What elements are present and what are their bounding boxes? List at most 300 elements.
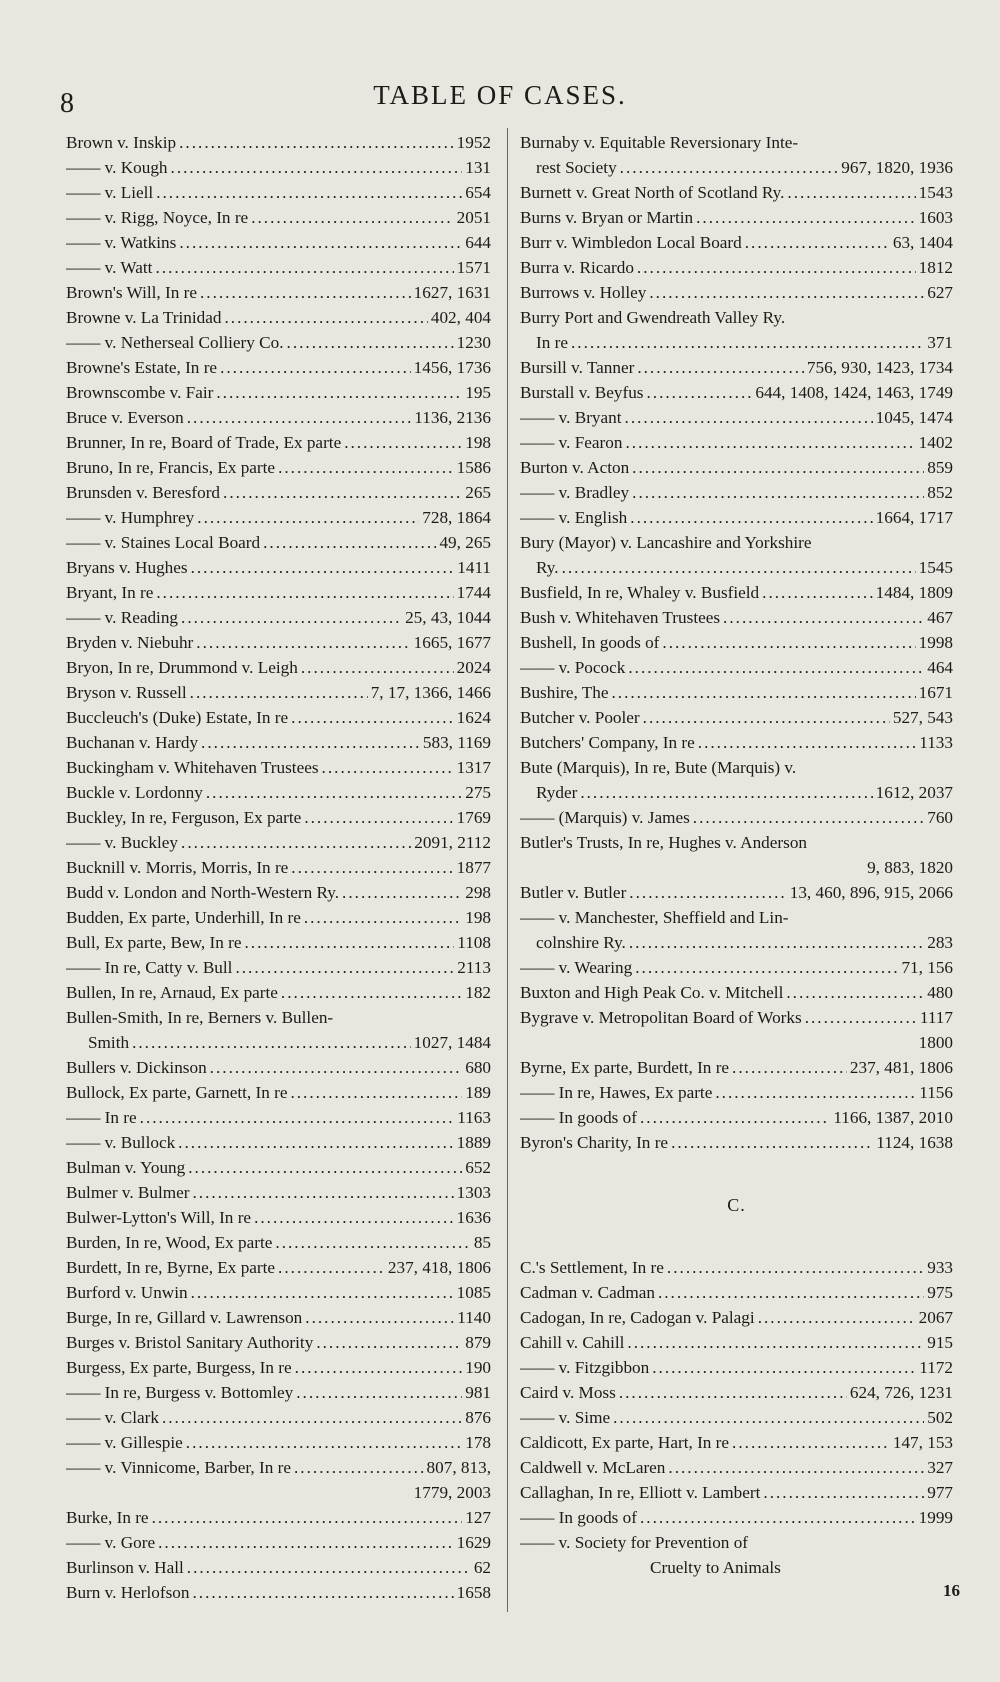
leader-dots (671, 1130, 873, 1155)
page-ref: 852 (927, 483, 953, 502)
case-entry (66, 1305, 491, 1330)
case-name: Bucknill v. Morris, Morris, In re (66, 858, 289, 877)
leader-dots (786, 980, 924, 1005)
case-entry (66, 1480, 491, 1505)
page-ref: 1456, 1736 (413, 358, 491, 377)
leader-dots (200, 280, 411, 305)
page-ref: 1156 (919, 1083, 953, 1102)
case-entry (66, 1005, 491, 1030)
page-ref: 1303 (456, 1183, 491, 1202)
case-name: —— v. Clark (66, 1408, 159, 1427)
case-entry (66, 305, 491, 330)
page-ref: 265 (465, 483, 491, 502)
page-ref: 1586 (456, 458, 491, 477)
case-entry (66, 1455, 491, 1480)
case-name: rest Society (536, 158, 617, 177)
case-entry (520, 1105, 953, 1130)
leader-dots (191, 555, 455, 580)
case-entry (520, 330, 953, 355)
case-entry (520, 430, 953, 455)
case-entry (66, 230, 491, 255)
case-entry (520, 855, 953, 880)
case-name: —— v. Watt (66, 258, 153, 277)
case-name: Budden, Ex parte, Underhill, In re (66, 908, 301, 927)
case-name: —— v. Fitzgibbon (520, 1358, 650, 1377)
case-entry (66, 355, 491, 380)
case-entry (520, 1130, 953, 1155)
page-ref: 1317 (456, 758, 491, 777)
case-entry (66, 805, 491, 830)
leader-dots (658, 1280, 924, 1305)
case-name: Bryon, In re, Drummond v. Leigh (66, 658, 298, 677)
leader-dots (251, 205, 453, 230)
page-ref: 502 (927, 1408, 953, 1427)
page-ref: 1117 (919, 1008, 953, 1027)
page-ref: 1543 (918, 183, 953, 202)
case-name: —— In re, Catty v. Bull (66, 958, 233, 977)
case-entry (520, 155, 953, 180)
case-entry (66, 155, 491, 180)
case-name: Burge, In re, Gillard v. Lawrenson (66, 1308, 303, 1327)
case-name: Bryden v. Niebuhr (66, 633, 194, 652)
leader-dots (156, 180, 462, 205)
page-ref: 977 (927, 1483, 953, 1502)
case-name: Byron's Charity, In re (520, 1133, 669, 1152)
leader-dots (652, 1355, 916, 1380)
page-ref: 1027, 1484 (413, 1033, 491, 1052)
case-name: Brunner, In re, Board of Trade, Ex parte (66, 433, 342, 452)
case-entry (520, 1280, 953, 1305)
case-entry (66, 1580, 491, 1605)
case-name: Buchanan v. Hardy (66, 733, 199, 752)
case-name: Buckle v. Lordonny (66, 783, 203, 802)
page-ref: 190 (465, 1358, 491, 1377)
page-ref: 2024 (456, 658, 491, 677)
page-ref: 2113 (457, 958, 491, 977)
case-name: Butchers' Company, In re (520, 733, 695, 752)
case-name: —— v. Gore (66, 1533, 156, 1552)
case-name: Brunsden v. Beresford (66, 483, 221, 502)
case-name: Buckingham v. Whitehaven Trustees (66, 758, 319, 777)
page-ref: 624, 726, 1231 (849, 1383, 953, 1402)
case-entry (520, 1430, 953, 1455)
case-entry (66, 980, 491, 1005)
leader-dots (140, 1105, 455, 1130)
case-name: colnshire Ry. (536, 933, 626, 952)
case-name: Bursill v. Tanner (520, 358, 635, 377)
case-name: C.'s Settlement, In re (520, 1258, 664, 1277)
case-entry (66, 1030, 491, 1055)
case-entry (520, 455, 953, 480)
section-heading: C. (727, 1194, 746, 1215)
case-entry (520, 555, 953, 580)
leader-dots (155, 255, 453, 280)
case-name: Bull, Ex parte, Bew, In re (66, 933, 242, 952)
case-name: Burlinson v. Hall (66, 1558, 184, 1577)
page-ref: 1136, 2136 (414, 408, 491, 427)
case-entry (520, 380, 953, 405)
leader-dots (322, 755, 454, 780)
case-entry (520, 830, 953, 855)
page-ref: 275 (465, 783, 491, 802)
page-ref: 327 (927, 1458, 953, 1477)
case-name: Cruelty to Animals (650, 1558, 781, 1577)
page-ref: 1671 (918, 683, 953, 702)
case-name: Burton v. Acton (520, 458, 630, 477)
case-name: Buxton and High Peak Co. v. Mitchell (520, 983, 784, 1002)
case-entry (66, 280, 491, 305)
page-ref: 25, 43, 1044 (405, 608, 491, 627)
case-name: Byrne, Ex parte, Burdett, In re (520, 1058, 730, 1077)
case-name: Bygrave v. Metropolitan Board of Works (520, 1008, 802, 1027)
case-entry (66, 1255, 491, 1280)
page-ref: 1411 (457, 558, 491, 577)
case-entry (520, 730, 953, 755)
leader-dots (629, 930, 924, 955)
leader-dots (630, 505, 872, 530)
case-name: Cadman v. Cadman (520, 1283, 655, 1302)
page-ref: 1744 (456, 583, 491, 602)
page-ref: 178 (465, 1433, 491, 1452)
page-ref: 1998 (918, 633, 953, 652)
case-name: —— v. English (520, 508, 628, 527)
leader-dots (210, 1055, 463, 1080)
leader-dots (787, 180, 915, 205)
case-entry (520, 1530, 953, 1555)
case-name: Burr v. Wimbledon Local Board (520, 233, 742, 252)
case-name: Bryant, In re (66, 583, 154, 602)
case-entry (66, 380, 491, 405)
leader-dots (758, 1305, 916, 1330)
case-name: Bulman v. Young (66, 1158, 186, 1177)
case-name: —— v. Fearon (520, 433, 623, 452)
page-ref: 2091, 2112 (414, 833, 491, 852)
case-entry (520, 1505, 953, 1530)
case-entry (66, 630, 491, 655)
case-entry (66, 1105, 491, 1130)
page-ref: 975 (927, 1283, 953, 1302)
page-ref: 298 (465, 883, 491, 902)
case-entry (520, 1330, 953, 1355)
case-entry (66, 1555, 491, 1580)
page-ref: 1665, 1677 (413, 633, 491, 652)
case-name: —— v. Gillespie (66, 1433, 183, 1452)
case-name: Brown v. Inskip (66, 133, 177, 152)
case-entry (520, 755, 953, 780)
case-name: Bury (Mayor) v. Lancashire and Yorkshire (520, 533, 812, 552)
case-entry (520, 355, 953, 380)
leader-dots (344, 430, 462, 455)
leader-dots (637, 255, 916, 280)
case-name: Butler v. Butler (520, 883, 627, 902)
right-column (520, 130, 953, 1580)
case-name: Bulmer v. Bulmer (66, 1183, 190, 1202)
case-name: Burn v. Herlofson (66, 1583, 190, 1602)
case-name: Bullers v. Dickinson (66, 1058, 207, 1077)
page-ref: 1045, 1474 (875, 408, 953, 427)
leader-dots (281, 980, 462, 1005)
case-entry (66, 205, 491, 230)
page-ref: 1812 (918, 258, 953, 277)
case-name: Burgess, Ex parte, Burgess, In re (66, 1358, 292, 1377)
leader-dots (216, 380, 462, 405)
case-name: —— v. Pocock (520, 658, 626, 677)
leader-dots (156, 580, 453, 605)
page-ref: 1402 (918, 433, 953, 452)
case-entry (66, 780, 491, 805)
leader-dots (763, 1480, 924, 1505)
case-entry (66, 730, 491, 755)
page-ref: 967, 1820, 1936 (841, 158, 953, 177)
page-ref: 859 (927, 458, 953, 477)
leader-dots (188, 1155, 462, 1180)
case-name: Caird v. Moss (520, 1383, 616, 1402)
case-name: Burrows v. Holley (520, 283, 647, 302)
case-name: —— v. Bryant (520, 408, 622, 427)
case-name: Burden, In re, Wood, Ex parte (66, 1233, 273, 1252)
leader-dots (244, 930, 454, 955)
leader-dots (613, 1405, 924, 1430)
case-entry (520, 905, 953, 930)
leader-dots (178, 1130, 453, 1155)
case-entry (66, 1405, 491, 1430)
leader-dots (187, 405, 412, 430)
page-ref: 1658 (456, 1583, 491, 1602)
page-ref: 583, 1169 (422, 733, 491, 752)
case-entry (520, 1555, 953, 1580)
page-ref: 1163 (457, 1108, 491, 1127)
case-name: Bruce v. Everson (66, 408, 184, 427)
case-entry (66, 1055, 491, 1080)
page-ref: 1800 (918, 1033, 953, 1052)
case-name: Cadogan, In re, Cadogan v. Palagi (520, 1308, 755, 1327)
leader-dots (287, 330, 454, 355)
page-ref: 654 (465, 183, 491, 202)
page-ref: 1769 (456, 808, 491, 827)
case-entry (66, 1280, 491, 1305)
case-entry (66, 1205, 491, 1230)
page-ref: 131 (465, 158, 491, 177)
case-entry (66, 1330, 491, 1355)
leader-dots (304, 805, 453, 830)
case-entry (520, 230, 953, 255)
case-name: Caldwell v. McLaren (520, 1458, 666, 1477)
case-name: —— v. Bullock (66, 1133, 176, 1152)
case-entry (66, 655, 491, 680)
page-ref: 13, 460, 896, 915, 2066 (789, 883, 953, 902)
case-name: Bushell, In goods of (520, 633, 660, 652)
leader-dots (291, 855, 453, 880)
page-ref: 728, 1864 (422, 508, 491, 527)
leader-dots (301, 655, 454, 680)
leader-dots (732, 1055, 847, 1080)
leader-dots (619, 1380, 847, 1405)
case-name: —— v. Liell (66, 183, 154, 202)
case-name: —— v. Watkins (66, 233, 177, 252)
leader-dots (191, 1280, 454, 1305)
leader-dots (179, 130, 454, 155)
leader-dots (580, 780, 872, 805)
leader-dots (629, 880, 786, 905)
page-ref: 1571 (456, 258, 491, 277)
case-entry (520, 1305, 953, 1330)
page-ref: 1124, 1638 (876, 1133, 953, 1152)
leader-dots (192, 1580, 453, 1605)
leader-dots (625, 405, 873, 430)
leader-dots (295, 1355, 463, 1380)
leader-dots (192, 1180, 453, 1205)
left-column (66, 130, 491, 1605)
case-name: Bullen-Smith, In re, Berners v. Bullen- (66, 1008, 334, 1027)
case-entry (520, 205, 953, 230)
case-name: Butler's Trusts, In re, Hughes v. Anderson (520, 833, 808, 852)
case-name: —— v. Staines Local Board (66, 533, 261, 552)
leader-dots (263, 530, 436, 555)
leader-dots (278, 455, 454, 480)
page-ref: 1624 (456, 708, 491, 727)
page-ref: 527, 543 (892, 708, 953, 727)
case-name: —— In goods of (520, 1108, 637, 1127)
case-name: Browne's Estate, In re (66, 358, 218, 377)
leader-dots (187, 1555, 471, 1580)
case-entry (520, 655, 953, 680)
case-name: —— v. Humphrey (66, 508, 195, 527)
page-ref: 2067 (918, 1308, 953, 1327)
case-entry (66, 830, 491, 855)
page-ref: 644 (465, 233, 491, 252)
case-name: —— v. Manchester, Sheffield and Lin- (520, 908, 789, 927)
case-entry (520, 630, 953, 655)
case-entry (66, 580, 491, 605)
leader-dots (667, 1255, 924, 1280)
leader-dots (611, 680, 915, 705)
page-ref: 807, 813, (426, 1458, 491, 1477)
case-entry (66, 480, 491, 505)
case-entry (520, 980, 953, 1005)
page-ref: 195 (465, 383, 491, 402)
leader-dots (197, 505, 419, 530)
page-number: 8 (60, 88, 74, 119)
leader-dots (296, 1380, 462, 1405)
case-name: Burnaby v. Equitable Reversionary Inte- (520, 133, 799, 152)
leader-dots (224, 305, 427, 330)
page-ref: 402, 404 (430, 308, 491, 327)
page-ref: 1612, 2037 (875, 783, 953, 802)
page-ref: 283 (927, 933, 953, 952)
page-ref: 464 (927, 658, 953, 677)
page-ref: 147, 153 (892, 1433, 953, 1452)
case-entry (66, 530, 491, 555)
leader-dots (294, 1455, 424, 1480)
page-ref: 85 (473, 1233, 491, 1252)
page-ref: 644, 1408, 1424, 1463, 1749 (755, 383, 953, 402)
leader-dots (762, 580, 873, 605)
case-name: Bryson v. Russell (66, 683, 187, 702)
case-entry (66, 455, 491, 480)
case-entry (520, 480, 953, 505)
leader-dots (158, 1530, 454, 1555)
case-name: —— v. Buckley (66, 833, 179, 852)
page-ref: 2051 (456, 208, 491, 227)
page-ref: 1133 (919, 733, 953, 752)
case-entry (520, 880, 953, 905)
case-name: Brownscombe v. Fair (66, 383, 214, 402)
case-name: —— (Marquis) v. James (520, 808, 690, 827)
case-entry (520, 305, 953, 330)
case-name: Burra v. Ricardo (520, 258, 634, 277)
case-name: —— v. Wearing (520, 958, 633, 977)
leader-dots (316, 1330, 462, 1355)
page-ref: 62 (473, 1558, 491, 1577)
case-entry (66, 605, 491, 630)
page-ref: 1140 (457, 1308, 491, 1327)
page-ref: 1627, 1631 (413, 283, 491, 302)
leader-dots (254, 1205, 454, 1230)
leader-dots (643, 705, 890, 730)
page-ref: 9, 883, 1820 (867, 858, 953, 877)
leader-dots (181, 605, 402, 630)
case-entry (66, 1505, 491, 1530)
leader-dots (562, 555, 916, 580)
leader-dots (304, 905, 462, 930)
leader-dots (637, 355, 804, 380)
page-ref: 198 (465, 908, 491, 927)
leader-dots (206, 780, 462, 805)
case-name: Buckley, In re, Ferguson, Ex parte (66, 808, 302, 827)
leader-dots (571, 330, 924, 355)
page-title: TABLE OF CASES. (373, 80, 627, 110)
case-entry (520, 1005, 953, 1030)
leader-dots (291, 705, 453, 730)
case-name: Bulwer-Lytton's Will, In re (66, 1208, 252, 1227)
page-ref: 876 (465, 1408, 491, 1427)
page-ref: 680 (465, 1058, 491, 1077)
case-entry (66, 1130, 491, 1155)
case-name: Bushire, The (520, 683, 609, 702)
case-name: —— v. Rigg, Noyce, In re (66, 208, 249, 227)
case-name: —— In re, Hawes, Ex parte (520, 1083, 713, 1102)
page-ref: 467 (927, 608, 953, 627)
case-entry (520, 1455, 953, 1480)
leader-dots (635, 955, 898, 980)
case-name: —— v. Bradley (520, 483, 630, 502)
case-entry (520, 930, 953, 955)
leader-dots (179, 230, 462, 255)
page-ref: 760 (927, 808, 953, 827)
leader-dots (693, 805, 924, 830)
case-entry (66, 255, 491, 280)
leader-dots (715, 1080, 916, 1105)
case-name: —— v. Reading (66, 608, 179, 627)
case-name: Bruno, In re, Francis, Ex parte (66, 458, 276, 477)
case-entry (520, 1480, 953, 1505)
page-ref: 652 (465, 1158, 491, 1177)
leader-dots (342, 880, 462, 905)
case-name: Burstall v. Beyfus (520, 383, 644, 402)
case-name: Bullock, Ex parte, Garnett, In re (66, 1083, 288, 1102)
leader-dots (190, 680, 368, 705)
leader-dots (152, 1505, 463, 1530)
case-entry (520, 605, 953, 630)
leader-dots (723, 605, 924, 630)
case-name: —— v. Vinnicome, Barber, In re (66, 1458, 291, 1477)
page-ref: 480 (927, 983, 953, 1002)
page-ref: 198 (465, 433, 491, 452)
case-entry (66, 1430, 491, 1455)
case-entry (520, 1080, 953, 1105)
page-ref: 756, 930, 1423, 1734 (806, 358, 953, 377)
page-ref: 237, 418, 1806 (387, 1258, 491, 1277)
